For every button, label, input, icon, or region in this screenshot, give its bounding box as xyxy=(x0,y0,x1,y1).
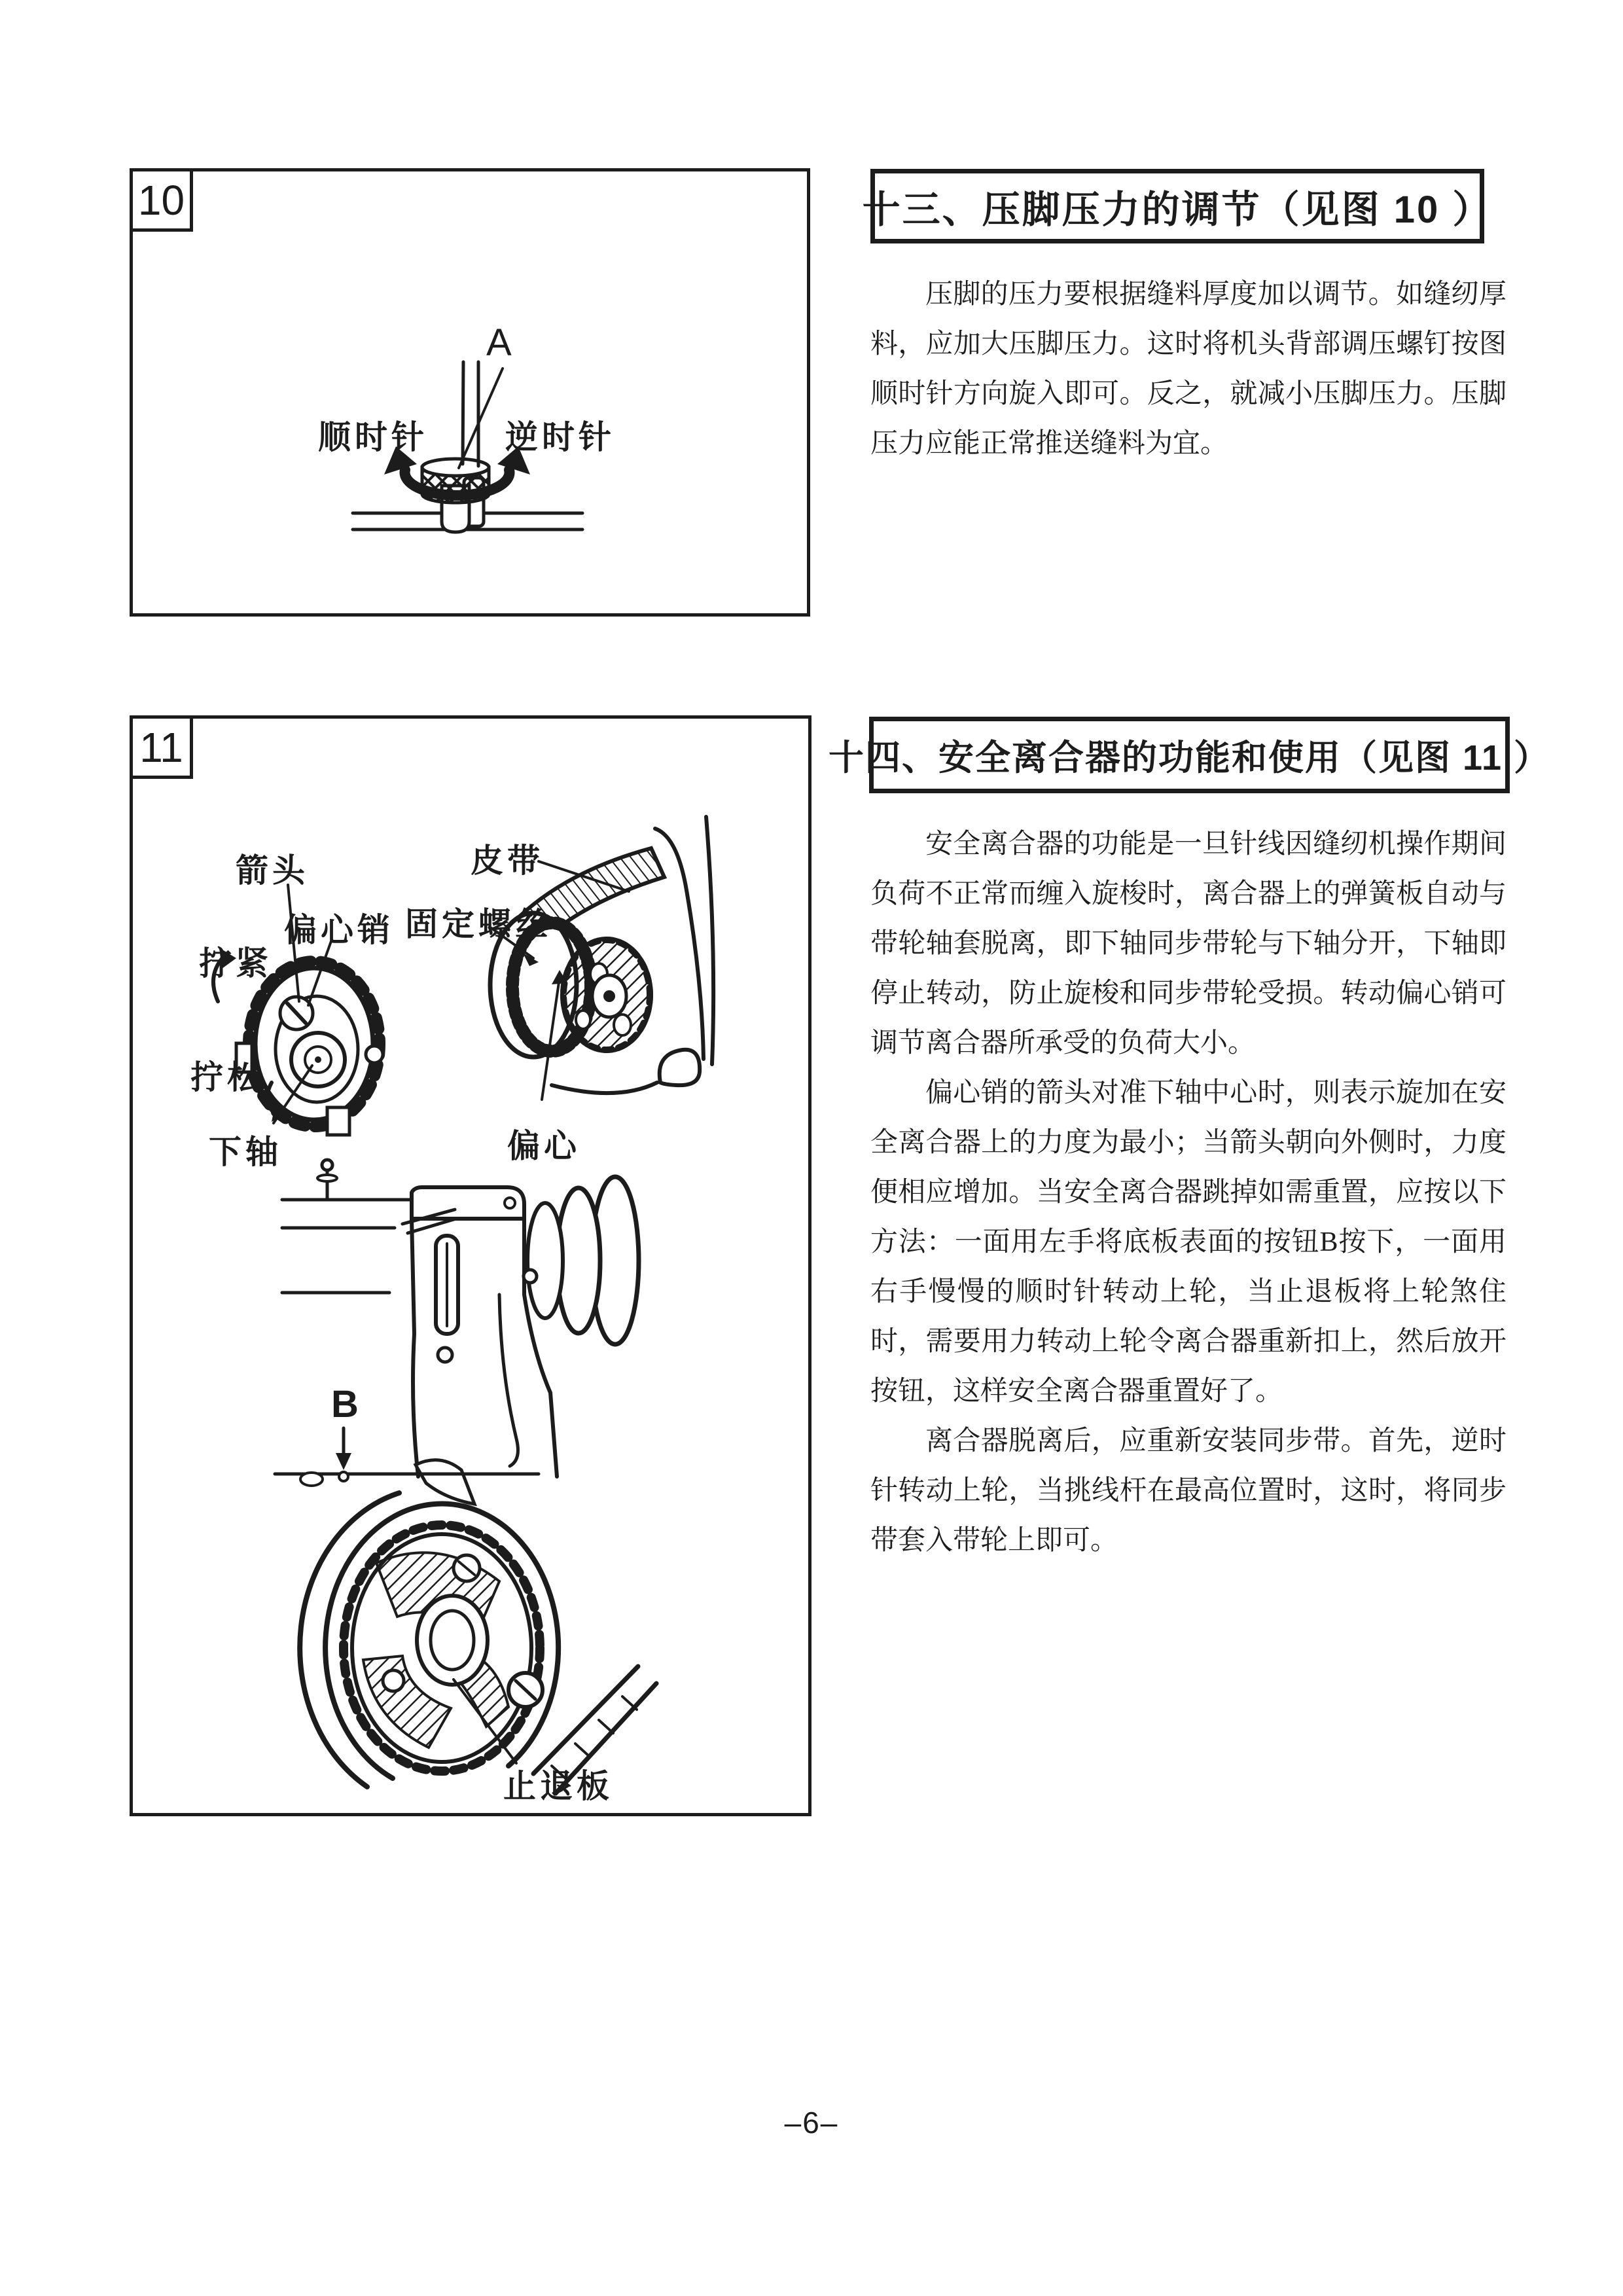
label-tighten: 拧紧 xyxy=(199,945,272,982)
check-plate-drawing xyxy=(300,1493,656,1793)
section-13-title: 十三、压脚压力的调节（见图 10 ） xyxy=(862,188,1493,231)
reset-button-b xyxy=(339,1472,348,1481)
figure-10 xyxy=(130,168,810,617)
label-a: A xyxy=(486,321,512,364)
page-number: –6– xyxy=(784,2106,839,2140)
section-14-title: 十四、安全离合器的功能和使用（见图 11 ） xyxy=(828,738,1551,778)
label-lower-shaft: 下轴 xyxy=(209,1134,282,1170)
b-arrowhead xyxy=(336,1453,351,1470)
section-14-title-box xyxy=(828,717,1551,793)
section-14-paragraph: 偏心销的箭头对准下轴中心时，则表示旋加在安全离合器上的力度为最小；当箭头朝向外侧时，力度便相应增加。当安全离合器跳掉如需重置，应按以下方法：一面用左手将底板表面的按钮B按下，一面用右手慢慢的顺时针转动上轮，当止退板将上轮煞住时，需要用力转动上轮令离合器重新扣上，然后放开按钮，这样安全离合器重置好了。 xyxy=(870,1078,1507,1407)
section-13-body xyxy=(870,270,1507,469)
label-eccentric-pin: 偏心销 xyxy=(284,912,394,948)
label-eccentric: 偏心 xyxy=(507,1128,580,1164)
machine-head-drawing xyxy=(275,1160,639,1504)
label-fixing-screw: 固定螺丝 xyxy=(405,906,552,942)
presser-foot-screw-diagram xyxy=(133,171,807,613)
figure-10-number-text: 10 xyxy=(137,176,185,224)
label-clockwise: 顺时针 xyxy=(318,419,428,456)
figure-11-number xyxy=(130,715,193,779)
label-loosen: 拧松 xyxy=(190,1059,264,1096)
label-b: B xyxy=(331,1383,359,1426)
safety-clutch-diagram xyxy=(133,719,808,1813)
label-belt: 皮带 xyxy=(471,842,544,879)
section-14-body xyxy=(870,819,1507,1566)
label-check-plate: 止退板 xyxy=(503,1768,613,1804)
figure-11-number-text: 11 xyxy=(139,723,183,771)
label-counterclockwise: 逆时针 xyxy=(505,419,615,456)
figure-11 xyxy=(130,715,812,1816)
figure-10-number xyxy=(130,168,193,232)
section-13-title-box xyxy=(862,169,1493,243)
section-14-paragraph: 离合器脱离后，应重新安装同步带。首先，逆时针转动上轮，当挑线杆在最高位置时，这时，将同步带套入带轮上即可。 xyxy=(870,1426,1507,1556)
a-leader-line xyxy=(459,368,503,468)
section-14-paragraph: 安全离合器的功能是一旦针线因缝纫机操作期间负荷不正常而缠入旋梭时，离合器上的弹簧板自动与带轮轴套脱离，即下轴同步带轮与下轴分开，下轴即停止转动，防止旋梭和同步带轮受损。转动偏心销可调节离合器所承受的负荷大小。 xyxy=(870,829,1507,1058)
label-arrow: 箭头 xyxy=(236,852,309,889)
section-13-paragraph: 压脚的压力要根据缝料厚度加以调节。如缝纫厚料，应加大压脚压力。这时将机头背部调压螺钉按图顺时针方向旋入即可。反之，就减小压脚压力。压脚压力应能正常推送缝料为宜。 xyxy=(870,279,1507,459)
